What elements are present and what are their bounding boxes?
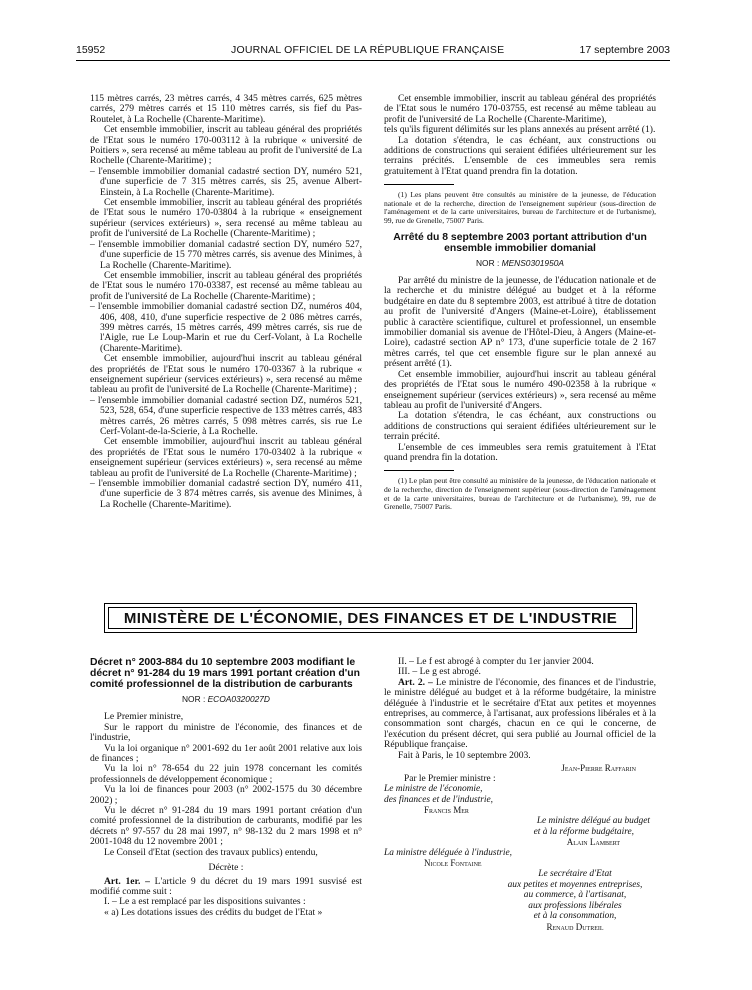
signature-mer: Francis Mer [424, 805, 469, 816]
footnote: (1) Les plans peuvent être consultés au ministère de la jeunesse, de l'éducation nationale et de la recherche, direction de l'enseignement supérieur (sous-direction de l'aménagement et de la carte universitaires, bureau de l'architecture et de l'urbanisme), 99, rue de Grenelle, 75007 Paris. [384, 190, 656, 226]
signature-dutreil: Renaud Dutreil [546, 921, 604, 932]
decret-nor: NOR : ECOA0320027D [182, 694, 270, 704]
paragraph: Sur le rapport du ministre de l'économie, des finances et de l'industrie, [90, 721, 362, 744]
list-item: – l'ensemble immobilier domanial cadastré section DY, numéro 411, d'une superficie de 3 874 mètres carrés, sis avenue des Minimes, à La Rochelle (Charente-Maritime). [90, 478, 362, 510]
paragraph: Vu le décret n° 91-284 du 19 mars 1991 portant création d'un comité professionnel de la distribution de carburants, modifié par les décrets n° 97-557 du 28 mai 1997, n° 98-132 du 2 mars 1998 et n° 2001-1048 du 12 novembre 2001 ; [90, 805, 362, 848]
paragraph: Vu la loi organique n° 2001-692 du 1er août 2001 relative aux lois de finances ; [90, 742, 362, 765]
paragraph: L'ensemble de ces immeubles sera remis gratuitement à l'Etat quand prendra fin la dotation. [384, 441, 656, 463]
item-II: II. – Le f est abrogé à compter du 1er janvier 2004. [398, 656, 594, 667]
journal-title: JOURNAL OFFICIEL DE LA RÉPUBLIQUE FRANÇAISE [231, 44, 505, 56]
minister-budget-title-2: et à la réforme budgétaire, [533, 826, 634, 837]
top-left-column [90, 94, 362, 510]
paragraph: Cet ensemble immobilier, aujourd'hui inscrit au tableau général des propriétés de l'Etat sous le numéro 170-03402 à la rubrique « enseignement supérieur (services extérieurs) », sera recensé au même tableau au profit de l'université de La Rochelle (Charente-Maritime) ; [90, 436, 362, 479]
paragraph: La dotation s'étendra, le cas échéant, aux constructions ou additions de constructions qui seraient édifiées ultérieurement sur le terrain précité. [384, 410, 656, 443]
arrete-title: Arrêté du 8 septembre 2003 portant attribution d'un ensemble immobilier domanial [393, 231, 647, 254]
decret-title: Décret n° 2003-884 du 10 septembre 2003 modifiant le décret n° 91-284 du 19 mars 1991 portant création d'un comité professionnel de la distribution de carburants [90, 657, 360, 690]
paragraph: Cet ensemble immobilier, aujourd'hui inscrit au tableau général des propriétés de l'Etat sous le numéro 490-02358 à la rubrique « enseignement supérieur (services extérieurs) », sera recensé au même tableau au profit de l'université d'Angers. [384, 368, 656, 411]
footnote: (1) Le plan peut être consulté au ministère de la jeunesse, de l'éducation nationale et de la recherche, direction de l'enseignement supérieur (sous-direction de l'aménagement et de la carte universitaires, bureau de l'architecture et de l'urbanisme), 99, rue de Grenelle, 75007 Paris. [384, 476, 656, 512]
item-I: I. – Le a est remplacé par les dispositions suivantes : [104, 896, 306, 908]
paragraph: Cet ensemble immobilier, inscrit au tableau général des propriétés de l'Etat sous le numéro 170-03387, est recensé au même tableau au profit de l'université de La Rochelle (Charente-Maritime) ; [90, 269, 362, 302]
paragraph: La dotation s'étendra, le cas échéant, aux constructions ou additions de constructions qui seraient édifiées ultérieurement sur les terrains précités. L'ensemble de ces immeubles sera remis gratuitement à l'Etat quand prendra fin la dotation. [384, 134, 656, 177]
arrete-nor: NOR : MENS0301950A [476, 257, 564, 268]
issue-date: 17 septembre 2003 [579, 44, 670, 56]
bottom-left-column [90, 657, 362, 918]
list-item: – l'ensemble immobilier domanial cadastré section DZ, numéros 404, 406, 408, 410, d'une superficie respective de 2 086 mètres carrés, 399 mètres carrés, 15 mètres carrés, 499 mètres carrés, sis rue de l'Aigle, rue Le Loup-Marin et rue du Cerf-Volant, à La Rochelle (Charente-Maritime). [90, 301, 362, 354]
ministry-banner [104, 603, 637, 633]
paragraph: tels qu'ils figurent délimités sur les plans annexés au présent arrêté (1). [384, 124, 656, 136]
paragraph: Cet ensemble immobilier, inscrit au tableau général des propriétés de l'Etat sous le numéro 170-03804 à la rubrique « enseignement supérieur (services extérieurs) », sera recensé au même tableau au profit de l'université de La Rochelle (Charente-Maritime) ; [90, 197, 362, 240]
paragraph: Le Premier ministre, [104, 711, 184, 723]
signature-place-date: Fait à Paris, le 10 septembre 2003. [398, 749, 531, 761]
top-right-column [384, 94, 656, 512]
article-2: Art. 2. – Le ministre de l'économie, des finances et de l'industrie, le ministre délégué au budget et à la réforme budgétaire, la ministre déléguée à l'industrie et le secrétaire d'Etat aux petites et moyennes entreprises, au commerce, à l'artisanat, aux professions libérales et à la consommation sont chargés, chacun en ce qui le concerne, de l'exécution du présent décret, qui sera publié au Journal officiel de la République française. [384, 676, 657, 751]
secretary-title-4: aux professions libérales [528, 900, 622, 911]
minister-eco-title: Le ministre de l'économie, [384, 784, 483, 795]
minister-eco-title-2: des finances et de l'industrie, [384, 794, 494, 805]
paragraph: Par arrêté du ministre de la jeunesse, de l'éducation nationale et de la recherche et du ministre délégué au budget et à la réforme budgétaire en date du 8 septembre 2003, est attribué à titre de dotation au profit de l'université d'Angers (Maine-et-Loire), établissement public à caractère scientifique, culturel et professionnel, un ensemble immobilier domanial sis avenue de l'Hôtel-Dieu, à Angers (Maine-et-Loire), cadastré section AP n° 173, d'une superficie totale de 2 167 mètres carrés, tel que cet ensemble figure sur le plan annexé au présent arrêté (1). [384, 275, 656, 370]
footnote-rule [384, 184, 454, 185]
secretary-title-1: Le secrétaire d'Etat [538, 869, 612, 879]
list-item: – l'ensemble immobilier domanial cadastré section DY, numéro 527, d'une superficie de 15 770 mètres carrés, sis avenue des Minimes, à La Rochelle (Charente-Maritime). [90, 238, 362, 271]
decrete-heading: Décrète : [208, 862, 244, 874]
item-III: III. – Le g est abrogé. [398, 666, 481, 678]
bottom-right-column [384, 657, 656, 933]
item-a: « a) Les dotations issues des crédits du budget de l'Etat » [104, 906, 323, 918]
paragraph: Cet ensemble immobilier, aujourd'hui inscrit au tableau général des propriétés de l'Etat sous le numéro 170-03367 à la rubrique « enseignement supérieur (services extérieurs) », sera recensé au même tableau au profit de l'université de La Rochelle (Charente-Maritime) ; [90, 353, 362, 396]
signature-pm: Jean-Pierre Raffarin [561, 763, 636, 774]
paragraph: Vu la loi de finances pour 2003 (n° 2002-1575 du 30 décembre 2002) ; [90, 784, 362, 806]
secretary-title-2: aux petites et moyennes entreprises, [507, 879, 643, 890]
minister-industry-title: La ministre déléguée à l'industrie, [384, 847, 512, 858]
secretary-title-3: au commerce, à l'artisanat, [523, 890, 627, 901]
par-pm: Par le Premier ministre : [404, 773, 496, 784]
list-item: – l'ensemble immobilier domanial cadastré section DY, numéro 521, d'une superficie de 7 315 mètres carrés, sis 25, avenue Albert-Einstein, à La Rochelle (Charente-Maritime). [90, 165, 362, 198]
list-item: – l'ensemble immobilier domanial cadastré section DZ, numéros 521, 523, 528, 654, d'une superficie respective de 133 mètres carrés, 483 mètres carrés, 26 mètres carrés, 5 098 mètres carrés, sis rue Le Cerf-Volant-de-la-Scierie, à La Rochelle. [90, 394, 362, 437]
secretary-title-5: et à la consommation, [533, 911, 617, 922]
signature-lambert: Alain Lambert [566, 837, 620, 848]
paragraph: Cet ensemble immobilier, inscrit au tableau général des propriétés de l'Etat sous le numéro 170-03755, est recensé au même tableau au profit de l'université de La Rochelle (Charente-Maritime), [384, 93, 656, 125]
page-number: 15952 [76, 44, 106, 56]
footnote-rule [384, 470, 454, 471]
minister-budget-title: Le ministre délégué au budget [536, 816, 650, 827]
page-header [76, 44, 670, 60]
ministry-banner-title: MINISTÈRE DE L'ÉCONOMIE, DES FINANCES ET DE L'INDUSTRIE [108, 607, 633, 629]
signature-fontaine: Nicole Fontaine [424, 858, 482, 869]
paragraph: 115 mètres carrés, 23 mètres carrés, 4 345 mètres carrés, 625 mètres carrés, 279 mètres carrés et 15 110 mètres carrés, sis fief du Pas-Routelet, à La Rochelle (Charente-Maritime). [90, 93, 362, 125]
paragraph: Cet ensemble immobilier, inscrit au tableau général des propriétés de l'Etat sous le numéro 170-003112 à la rubrique « université de Poitiers », sera recensé au même tableau au profit de l'université de La Rochelle (Charente-Maritime) ; [90, 124, 362, 167]
article-1: Art. 1er. – L'article 9 du décret du 19 mars 1991 susvisé est modifié comme suit : [90, 875, 362, 897]
paragraph: Vu la loi n° 78-654 du 22 juin 1978 concernant les comités professionnels de développement économique ; [90, 763, 362, 785]
header-rule [76, 60, 670, 61]
paragraph: Le Conseil d'Etat (section des travaux publics) entendu, [104, 846, 318, 858]
